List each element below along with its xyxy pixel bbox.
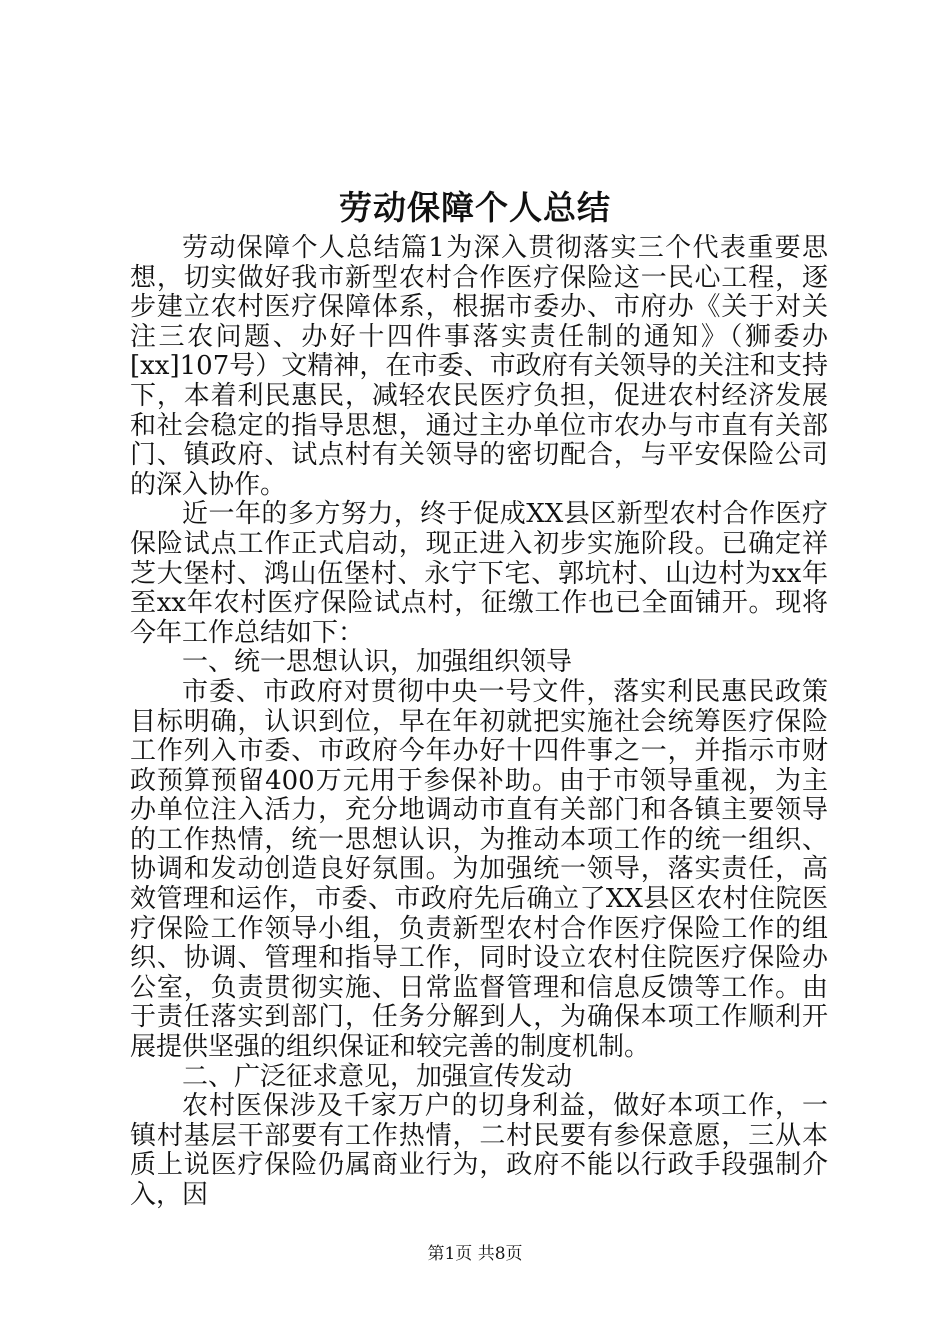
paragraph-section-2: 农村医保涉及千家万户的切身利益，做好本项工作，一镇村基层干部要有工作热情，二村民要有参保意愿，三从本质上说医疗保险仍属商业行为，政府不能以行政手段强制介入，因 (130, 1091, 828, 1210)
paragraph-intro: 劳动保障个人总结篇1为深入贯彻落实三个代表重要思想，切实做好我市新型农村合作医疗保险这一民心工程，逐步建立农村医疗保障体系，根据市委办、市府办《关于对关注三农问题、办好十四件事落实责任制的通知》（狮委办[xx]107号）文精神，在市委、市政府有关领导的关注和支持下，本着利民惠民，减轻农民医疗负担，促进农村经济发展和社会稳定的指导思想，通过主办单位市农办与市直有关部门、镇政府、试点村有关领导的密切配合，与平安保险公司的深入协作。 (130, 233, 828, 500)
page-number-footer: 第1页 共8页 (427, 1244, 523, 1264)
document-title: 劳动保障个人总结 (339, 188, 611, 227)
section-heading-2: 二、广泛征求意见，加强宣传发动 (182, 1061, 573, 1092)
section-heading-1: 一、统一思想认识，加强组织领导 (182, 647, 573, 678)
paragraph-progress: 近一年的多方努力，终于促成XX县区新型农村合作医疗保险试点工作正式启动，现正进入初步实施阶段。已确定祥芝大堡村、鸿山伍堡村、永宁下宅、郭坑村、山边村为xx年至xx年农村医疗保险试点村，征缴工作也已全面铺开。现将今年工作总结如下： (130, 499, 828, 648)
paragraph-section-1: 市委、市政府对贯彻中央一号文件，落实利民惠民政策目标明确，认识到位，早在年初就把实施社会统筹医疗保险工作列入市委、市政府今年办好十四件事之一，并指示市财政预算预留400万元用于参保补助。由于市领导重视，为主办单位注入活力，充分地调动市直有关部门和各镇主要领导的工作热情，统一思想认识，为推动本项工作的统一组织、协调和发动创造良好氛围。为加强统一领导，落实责任，高效管理和运作，市委、市政府先后确立了XX县区农村住院医疗保险工作领导小组，负责新型农村合作医疗保险工作的组织、协调、管理和指导工作，同时设立农村住院医疗保险办公室，负责贯彻实施、日常监督管理和信息反馈等工作。由于责任落实到部门，任务分解到人，为确保本项工作顺利开展提供坚强的组织保证和较完善的制度机制。 (130, 676, 828, 1063)
document-body (130, 234, 828, 1211)
